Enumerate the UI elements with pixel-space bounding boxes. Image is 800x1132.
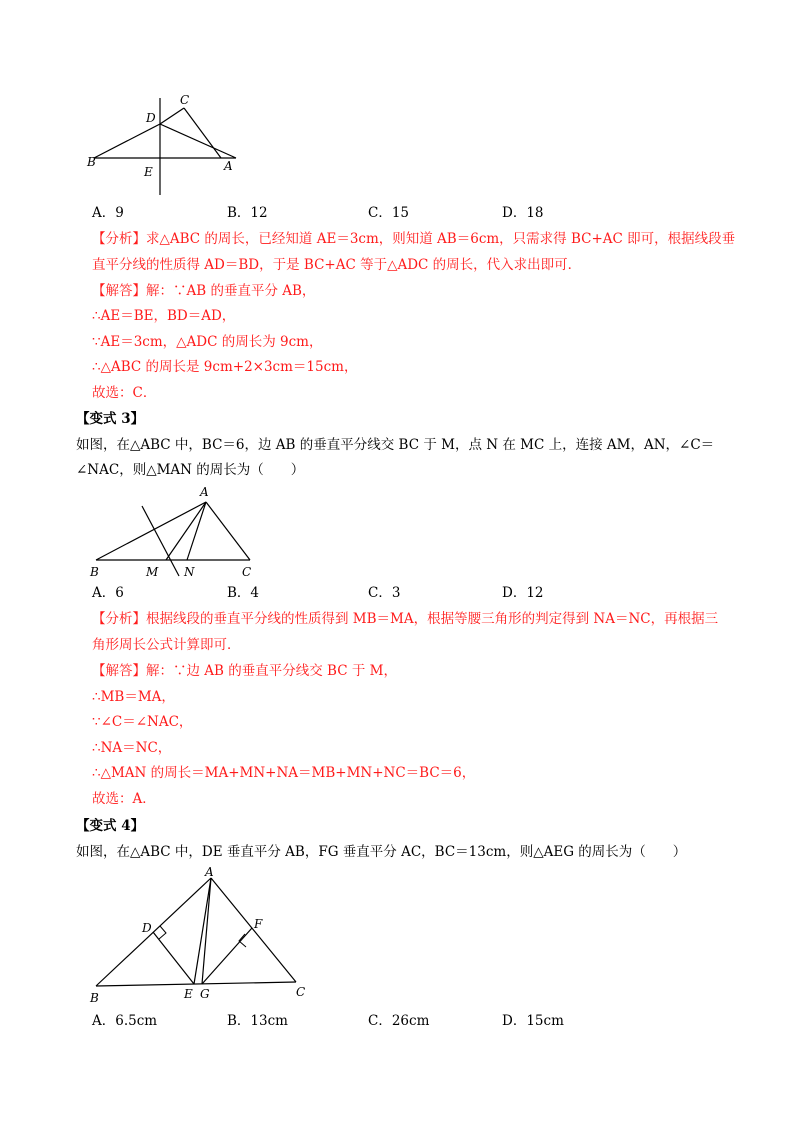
variant-3-stem-line-2: ∠NAC，则△MAN 的周长为（ ） [76,462,305,478]
segment-ae [194,878,211,984]
segment-fg [202,928,252,984]
variant-4-option-d: D．15cm [502,1013,564,1029]
label-e: E [144,165,153,179]
label-f: F [254,917,263,931]
label-b: B [90,991,99,1004]
variant-4-stem-line-1: 如图，在△ABC 中，DE 垂直平分 AB，FG 垂直平分 AC，BC＝13cm，则△AEG 的周长为（ ） [76,844,687,860]
label-c: C [296,985,306,999]
option-d: D．18 [502,205,544,221]
segment-ag [202,878,211,984]
label-c: C [242,565,252,579]
option-a: A．9 [92,205,124,221]
label-c: C [180,93,190,107]
variant-3-option-a: A．6 [92,585,124,601]
label-d: D [146,111,156,125]
variant-4-option-b: B．13cm [227,1013,288,1029]
label-g: G [200,987,210,1001]
option-c: C．15 [368,205,410,221]
variant-3-title: 【变式 3】 [76,411,145,427]
figure-triangle-abc-3 [84,864,324,1004]
label-e: E [184,987,193,1001]
variant-4-title: 【变式 4】 [76,818,145,834]
variant-3-solution-line-5: ∴△MAN 的周长＝MA+MN+NA＝MB+MN+NC＝BC＝6， [92,765,476,781]
variant-3-solution-line-3: ∵∠C＝∠NAC， [92,714,193,730]
variant-3-solution-line-2: ∴MB＝MA， [92,689,175,705]
variant-4-option-a: A．6.5cm [92,1013,158,1029]
solution-line-2: ∴AE＝BE，BD＝AD， [92,308,236,324]
variant-4-option-c: C．26cm [368,1013,430,1029]
analysis-line-2: 直平分线的性质得 AD＝BD，于是 BC+AC 等于△ADC 的周长，代入求出即可． [92,257,582,273]
label-b: B [90,565,99,579]
label-a: A [205,865,214,879]
segment-da [160,124,236,158]
label-d: D [142,921,152,935]
variant-3-solution-line-6: 故选：A． [92,791,156,807]
solution-line-5: 故选：C． [92,385,157,401]
solution-line-4: ∴△ABC 的周长是 9cm+2×3cm＝15cm， [92,359,358,375]
segment-ac [206,502,250,560]
segment-de [153,932,194,984]
label-a: A [200,485,209,499]
variant-3-stem-line-1: 如图，在△ABC 中，BC＝6，边 AB 的垂直平分线交 BC 于 M，点 N 在 MC 上，连接 AM，AN，∠C＝ [76,437,715,453]
label-n: N [184,565,195,579]
variant-3-solution-line-1: 【解答】解：∵边 AB 的垂直平分线交 BC 于 M， [92,663,397,679]
analysis-line-1: 【分析】求△ABC 的周长，已经知道 AE＝3cm，则知道 AB＝6cm，只需求得 BC+AC 即可，根据线段垂 [92,231,736,247]
segment-ca [184,108,221,158]
variant-3-analysis-line-2: 角形周长公式计算即可． [92,637,241,653]
label-m: M [146,565,159,579]
right-angle-mark-d [159,926,166,939]
variant-3-option-d: D．12 [502,585,544,601]
solution-line-3: ∵AE＝3cm，△ADC 的周长为 9cm， [92,334,323,350]
variant-3-option-b: B．4 [227,585,260,601]
segment-dc [160,108,184,124]
segment-bc [96,982,296,986]
solution-line-1: 【解答】解：∵AB 的垂直平分 AB， [92,283,316,299]
variant-3-option-c: C．3 [368,585,401,601]
option-b: B．12 [227,205,268,221]
label-a: A [224,159,233,173]
segment-am [166,502,206,560]
variant-3-solution-line-4: ∴NA＝NC， [92,740,172,756]
figure-triangle-abc-2 [84,484,264,580]
segment-bd [94,124,160,158]
label-b: B [87,155,96,169]
variant-3-analysis-line-1: 【分析】根据线段的垂直平分线的性质得到 MB＝MA，根据等腰三角形的判定得到 NA＝NC，再根据三 [92,611,719,627]
figure-triangle-abc-1 [84,90,254,200]
